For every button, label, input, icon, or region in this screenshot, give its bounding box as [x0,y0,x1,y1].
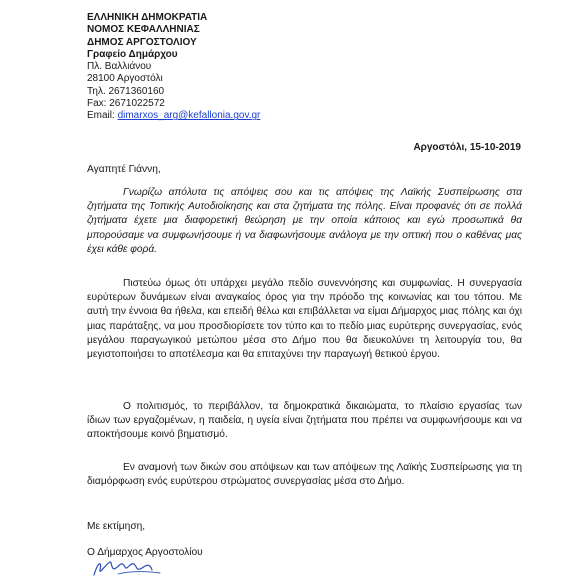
signature-image [90,558,180,576]
paragraph-1: Γνωρίζω απόλυτα τις απόψεις σου και τις απόψεις της Λαϊκής Συσπείρωσης στα ζητήματα της Τοπικής Αυτοδιοίκησης και στα ζητήματα της πόλης. Είναι προφανές ότι σε πολλά ζητήματα έχετε μια διαφορετική θεώρηση με την οποία κάποιος και εγώ προσωπικά θα μπορούσαμε να συμφωνήσουμε ή να διαφωνήσουμε ανάλογα με την οπτική που ο καθένας μας έχει κάθε φορά. [87,187,522,255]
letter-closing: Με εκτίμηση, [87,521,146,532]
letterhead-republic: ΕΛΛΗΝΙΚΗ ΔΗΜΟΚΡΑΤΙΑ [87,12,208,23]
paragraph-2: Πιστεύω όμως ότι υπάρχει μεγάλο πεδίο συνεννόησης και συμφωνίας. Η συνεργασία ευρύτερων δυνάμεων είναι αναγκαίος όρος για την πρόοδο της κοινωνίας και του τόπου. Με αυτή την έννοια θα ήθελα, και επειδή θέλω και επιβάλλεται να είμαι Δήμαρχος μιας πόλης και όχι μιας παράταξης, να μου προσδιορίσετε τον τύπο και το πεδίο μιας ευρύτερης συνεργασίας, ενός μεγάλου παραγωγικού μετώπου μέσα στο Δήμο που θα διευκολύνει τη λειτουργία του, θα μεγιστοποιήσει το αποτέλεσμα και θα επιταχύνει την παραγωγή θετικού έργου. [87,278,522,361]
letterhead-municipality: ΔΗΜΟΣ ΑΡΓΟΣΤΟΛΙΟΥ [87,36,197,48]
letter-greeting: Αγαπητέ Γιάννη, [87,164,161,175]
email-link[interactable]: dimarxos_arg@kefallonia.gov.gr [117,110,261,122]
email-label: Email: [87,110,118,122]
letterhead-phone: Τηλ. 2671360160 [87,85,165,97]
letterhead-address: Πλ. Βαλλιάνου [87,61,152,73]
signer-title: Ο Δήμαρχος Αργοστολίου [87,547,203,558]
paragraph-4: Εν αναμονή των δικών σου απόψεων και των απόψεων της Λαϊκής Συσπείρωσης για τη διαμόρφωση ενός ευρύτερου στρώματος συνεργασίας μέσα στο Δήμο. [87,462,522,488]
letterhead-postal: 28100 Αργοστόλι [87,73,163,85]
letterhead-fax: Fax: 2671022572 [87,98,165,110]
letterhead [87,12,260,123]
paragraph-3: Ο πολιτισμός, το περιβάλλον, τα δημοκρατικά δικαιώματα, το πλαίσιο εργασίας των ίδιων των εργαζομένων, η παιδεία, η υγεία είναι ζητήματα που πρέπει να συμφωνήσουμε και να αποκτήσουμε κοινό βηματισμό. [87,401,522,441]
letterhead-office: Γραφείο Δημάρχου [87,48,178,60]
letterhead-email-line [87,110,260,122]
letter-date: Αργοστόλι, 15-10-2019 [413,142,521,153]
letterhead-prefecture: ΝΟΜΟΣ ΚΕΦΑΛΛΗΝΙΑΣ [87,24,200,36]
